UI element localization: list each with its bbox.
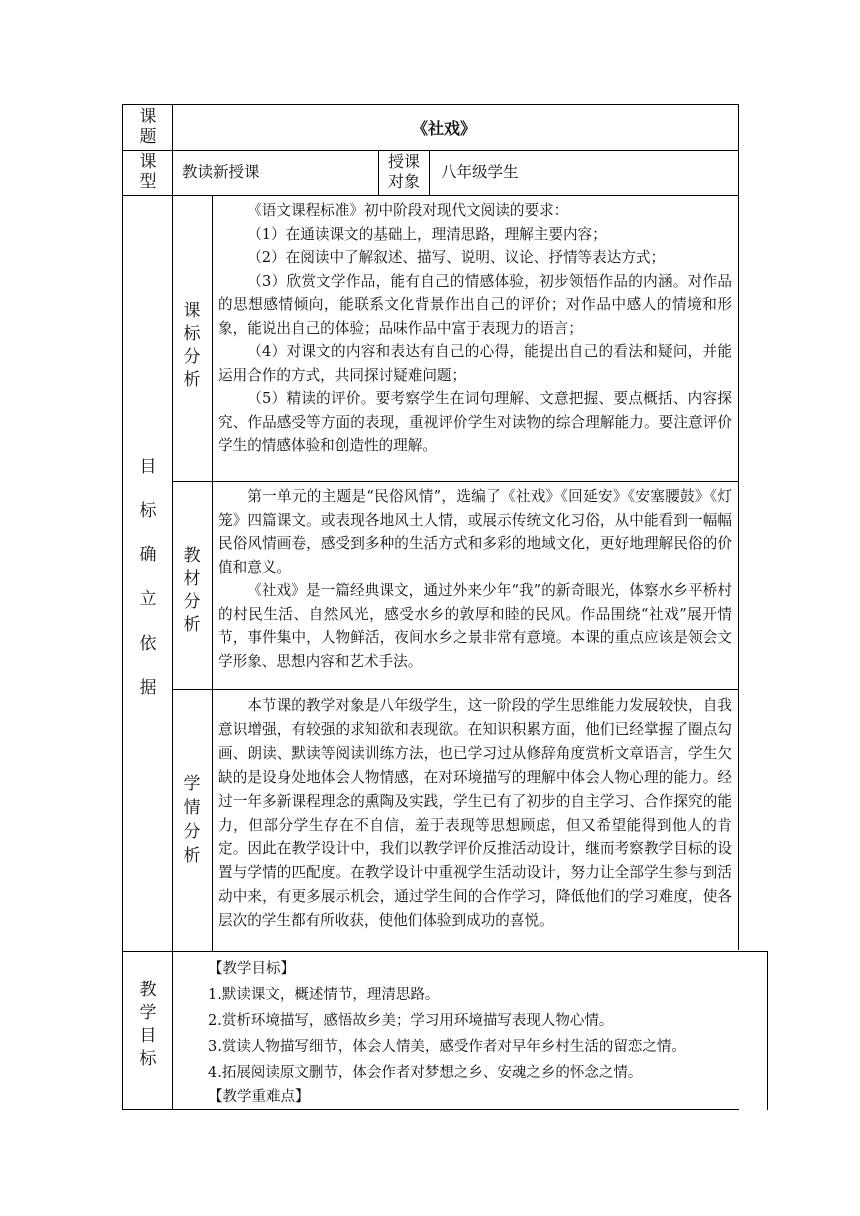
table-border-left [122,104,123,1110]
curriculum-paragraph: （1）在通读课文的基础上，理清思路，理解主要内容； [247,225,607,243]
objectives-heading: 【教学目标】 [208,961,295,977]
audience-label-line-2: 对象 [388,172,421,191]
curriculum-paragraph: （5）精读的评价。要考察学生在词句理解、文意把握、要点概括、内容探究、作品感受等方面的表现，重视评价学生对读物的综合理解能力。要注意评价学生的情感体验和创造性的理解。 [218,390,732,454]
curriculum-paragraph: （2）在阅读中了解叙述、描写、说明、议论、抒情等表达方式； [247,249,666,266]
key-points-heading: 【教学重难点】 [208,1089,310,1105]
curriculum-paragraph: 《语文课程标准》初中阶段对现代文阅读的要求： [247,202,569,219]
row-divider [122,150,739,151]
col-divider [767,951,768,1110]
basis-label-char-2: 标 [139,501,157,521]
curriculum-paragraph: （3）欣赏文学作品，能有自己的情感体验，初步领悟作品的内涵。对作品的思想感情倾向，能联系文化背景作出自己的评价；对作品中感人的情境和形象，能说出自己的体验；品味作品中富于表现力的语言； [218,272,732,337]
lesson-title: 《社戏》 [412,119,477,138]
students-analysis-text [218,694,732,933]
basis-label-char-6: 据 [139,678,157,698]
lesson-type-value: 教读新授课 [182,163,260,181]
objective-item-3: 3.赏读人物描写细节，体会人情美，感受作者对早年乡村生活的留恋之情。 [208,1039,686,1055]
objective-item-2: 2.赏析环境描写，感悟故乡美；学习用环境描写表现人物心情。 [208,1013,614,1029]
basis-label-char-4: 立 [139,589,157,609]
col-divider [212,195,213,951]
col-divider [378,150,379,195]
row-divider [172,481,739,482]
audience-value: 八年级学生 [441,163,519,181]
textbook-label-char-4: 析 [183,615,201,635]
curriculum-label-char-2: 标 [183,324,201,344]
textbook-paragraph: 第一单元的主题是“民俗风情”，选编了《社戏》《回延安》《安塞腰鼓》《灯笼》四篇课文。或表现各地风土人情，或展示传统文化习俗，从中能看到一幅幅民俗风情画卷，感受到多种的生活方式和多彩的地域文化，更好地理解民俗的价值和意义。 [218,488,732,576]
type-label-char-2: 型 [139,172,157,192]
table-border-bottom [122,1109,739,1110]
col-divider [429,150,430,195]
objectives-label-char-4: 标 [139,1049,157,1069]
curriculum-label-char-4: 析 [183,370,201,390]
objective-item-4: 4.拓展阅读原文删节，体会作者对梦想之乡、安魂之乡的怀念之情。 [208,1065,643,1081]
students-paragraph: 本节课的教学对象是八年级学生，这一阶段的学生思维能力发展较快，自我意识增强，有较强的求知欲和表现欲。在知识积累方面，他们已经掌握了圈点勾画、朗读、默读等阅读训练方法，也已学习过从修辞角度赏析文章语言，学生欠缺的是设身处地体会人物情感，在对环境描写的理解中体会人物心理的能力。经过一年多新课程理念的熏陶及实践，学生已有了初步的自主学习、合作探究的能力，但部分学生存在不自信，羞于表现等思想顾虑，但又希望能得到他人的肯定。因此在教学设计中，我们以教学评价反推活动设计，继而考察教学目标的设置与学情的匹配度。在教学设计中重视学生活动设计，努力让全部学生参与到活动中来，有更多展示机会，通过学生间的合作学习，降低他们的学习难度，使各层次的学生都有所收获，使他们体验到成功的喜悦。 [218,697,732,930]
basis-label-char-1: 目 [139,457,157,477]
students-label-char-2: 情 [183,798,201,818]
curriculum-paragraph: （4）对课文的内容和表达有自己的心得，能提出自己的看法和疑问，并能运用合作的方式，共同探讨疑难问题； [218,343,732,384]
topic-label-char-2: 题 [139,127,157,147]
topic-label-char-1: 课 [139,107,157,127]
students-label-char-1: 学 [183,774,201,794]
col-divider [172,104,173,1110]
audience-label-line-1: 授课 [388,152,421,171]
textbook-label-char-2: 材 [183,569,201,589]
textbook-label-char-1: 教 [183,546,201,566]
basis-label-char-3: 确 [139,545,157,565]
students-label-char-4: 析 [183,846,201,866]
curriculum-label-char-1: 课 [183,301,201,321]
objectives-label-char-2: 学 [139,1003,157,1023]
basis-label-char-5: 依 [139,634,157,654]
students-label-char-3: 分 [183,822,201,842]
table-border-top [122,104,739,105]
objective-item-1: 1.默读课文，概述情节，理清思路。 [208,987,440,1003]
curriculum-label-char-3: 分 [183,347,201,367]
textbook-analysis-text [218,485,732,673]
curriculum-analysis-text [218,199,732,458]
objectives-label-char-1: 教 [139,980,157,1000]
table-border-right [738,104,739,950]
row-divider [122,195,739,196]
textbook-label-char-3: 分 [183,592,201,612]
row-divider [122,951,739,952]
textbook-paragraph: 《社戏》是一篇经典课文，通过外来少年“我”的新奇眼光，体察水乡平桥村的村民生活、自然风光，感受水乡的敦厚和睦的民风。作品围绕“社戏”展开情节，事件集中，人物鲜活，夜间水乡之景非常有意境。本课的重点应该是领会文学形象、思想内容和艺术手法。 [218,582,732,670]
type-label-char-1: 课 [139,152,157,172]
row-divider [739,951,768,952]
row-divider [172,689,739,690]
objectives-label-char-3: 目 [139,1026,157,1046]
